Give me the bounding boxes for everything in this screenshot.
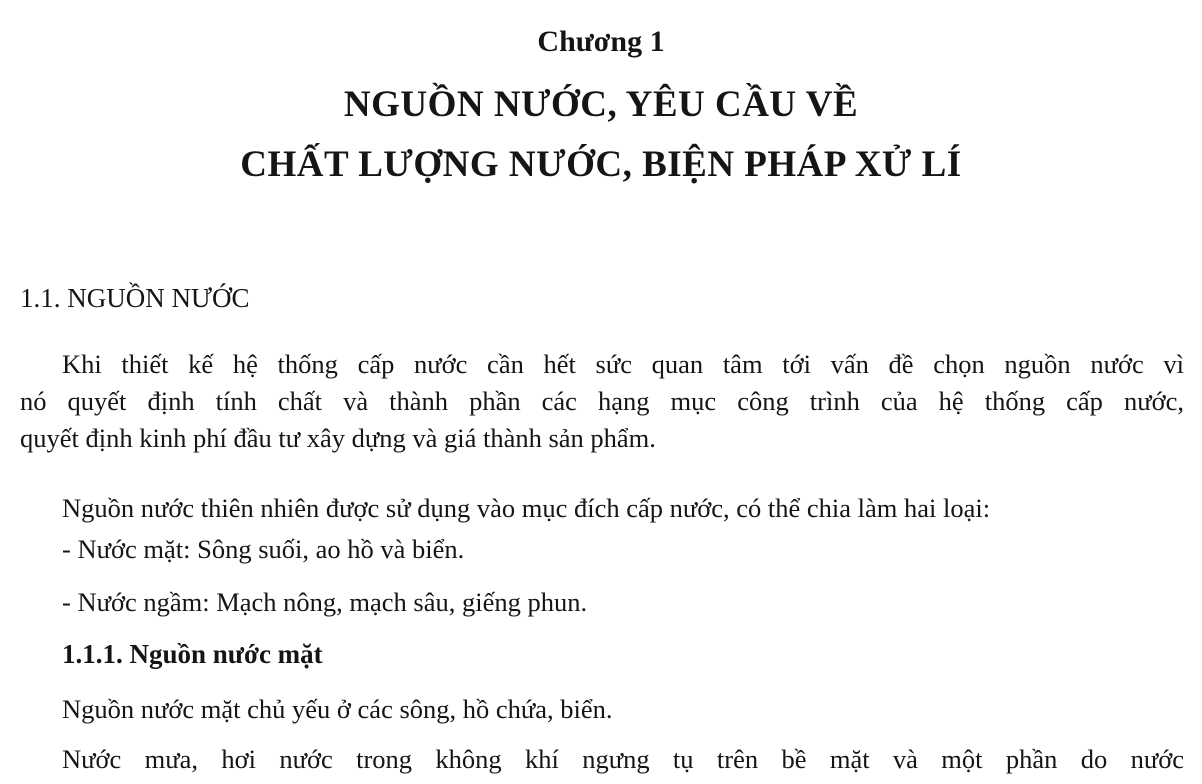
chapter-title-line-2: CHẤT LƯỢNG NƯỚC, BIỆN PHÁP XỬ LÍ (240, 144, 962, 185)
paragraph-1-line-1: Khi thiết kế hệ thống cấp nước cần hết sức quan tâm tới vấn đề chọn nguồn nước vì (62, 349, 1184, 379)
chapter-title-line-1: NGUỒN NƯỚC, YÊU CẦU VỀ (343, 84, 859, 125)
bullet-groundwater: - Nước ngầm: Mạch nông, mạch sâu, giếng phun. (62, 587, 588, 617)
bullet-surface-water: - Nước mặt: Sông suối, ao hồ và biển. (62, 534, 465, 564)
section-heading: 1.1. NGUỒN NƯỚC (20, 283, 250, 313)
paragraph-1-line-3: quyết định kinh phí đầu tư xây dựng và giá thành sản phẩm. (20, 423, 656, 453)
subsection-paragraph-1: Nguồn nước mặt chủ yếu ở các sông, hồ chứa, biển. (62, 694, 613, 724)
paragraph-1-line-2: nó quyết định tính chất và thành phần các hạng mục công trình của hệ thống cấp nước, (20, 386, 1184, 416)
subsection-paragraph-2-line-1: Nước mưa, hơi nước trong không khí ngưng tụ trên bề mặt và một phần do nước (62, 744, 1184, 774)
subsection-heading: 1.1.1. Nguồn nước mặt (62, 639, 323, 669)
chapter-label: Chương 1 (537, 25, 665, 58)
paragraph-2: Nguồn nước thiên nhiên được sử dụng vào mục đích cấp nước, có thể chia làm hai loại: (62, 493, 991, 523)
